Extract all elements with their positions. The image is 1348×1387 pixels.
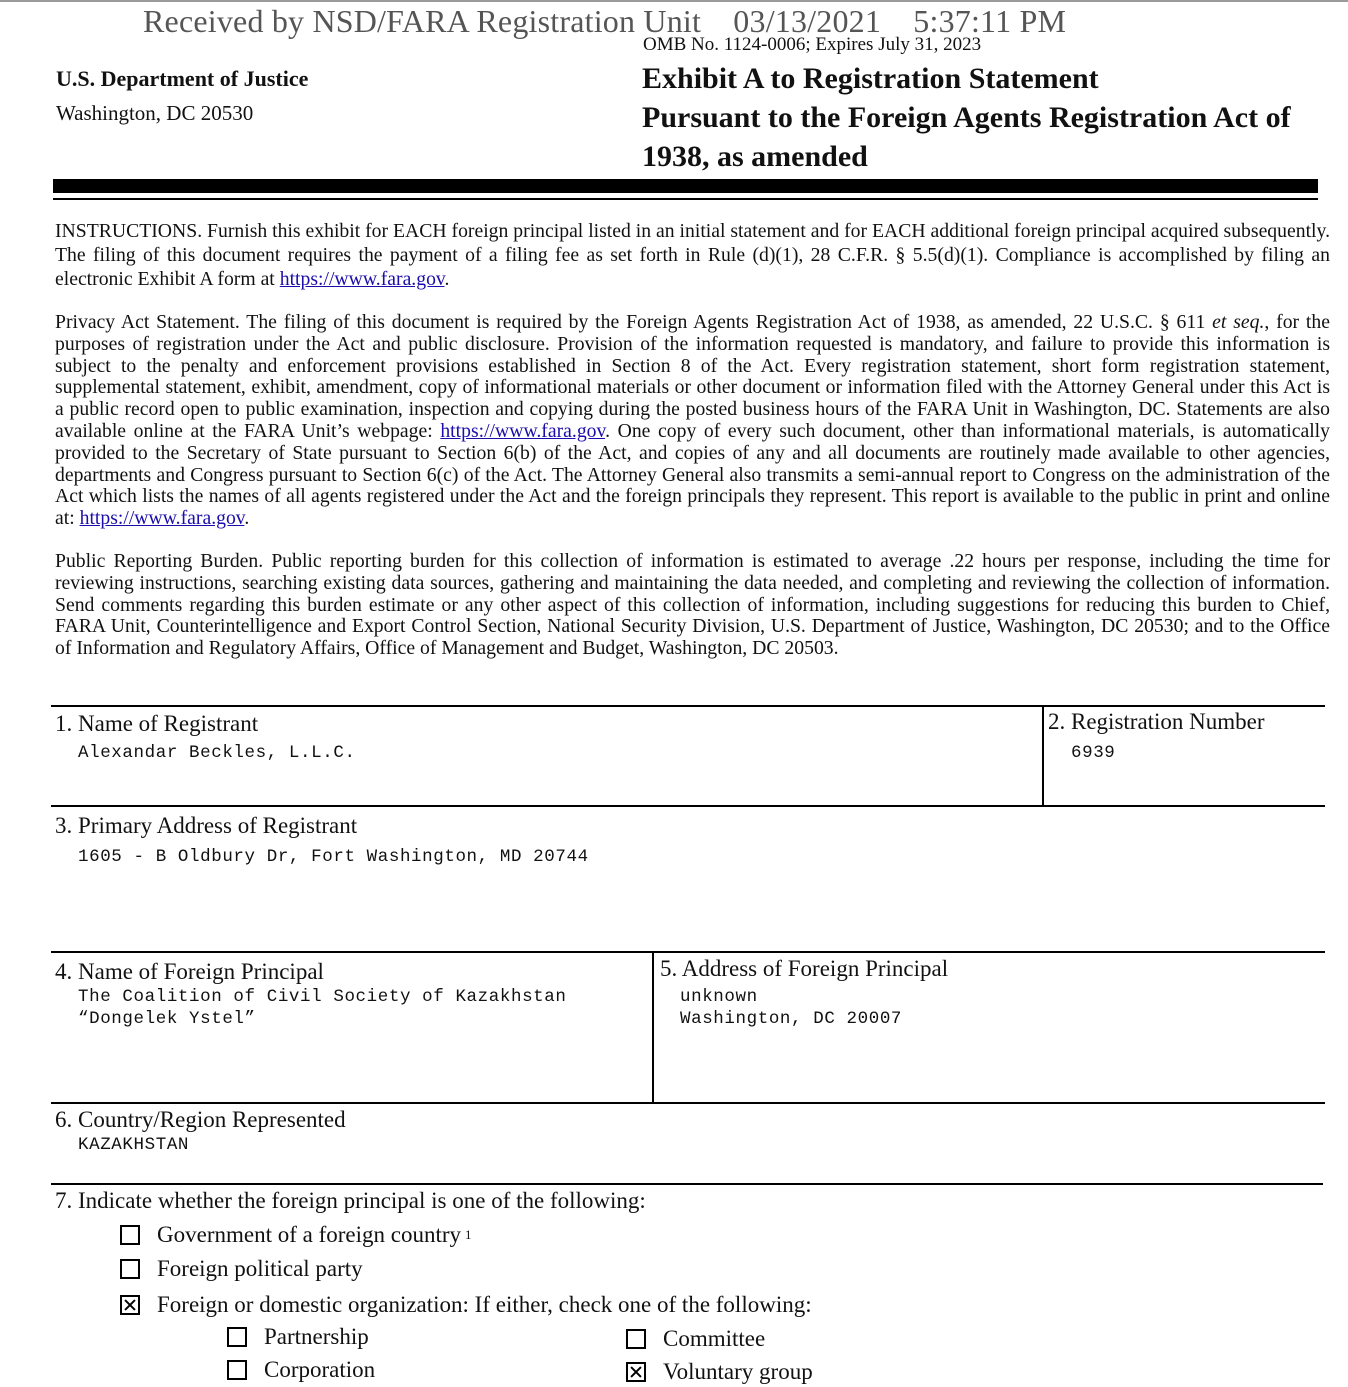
checkbox-checked[interactable] <box>626 1362 646 1382</box>
checkbox-checked[interactable] <box>120 1295 140 1315</box>
header-rule-thin <box>53 198 1318 200</box>
omb-number: OMB No. 1124-0006; Expires July 31, 2023 <box>643 34 982 55</box>
option-government[interactable] <box>120 1222 472 1248</box>
form-divider <box>652 951 654 1103</box>
foreign-principal-address-field[interactable] <box>680 986 902 1030</box>
registration-number-field[interactable]: 6939 <box>1071 743 1116 763</box>
foreign-principal-name-line-2: “Dongelek Ystel” <box>78 1009 256 1029</box>
stamp-text: Received by NSD/FARA Registration Unit <box>143 3 702 39</box>
registration-number-label: 2. Registration Number <box>1048 709 1265 734</box>
suboption-partnership[interactable] <box>227 1324 369 1350</box>
checkbox[interactable] <box>227 1360 247 1380</box>
document-title <box>642 59 1332 176</box>
fara-link[interactable]: https://www.fara.gov <box>279 268 445 290</box>
form-divider <box>1042 705 1044 807</box>
privacy-paragraph: Privacy Act Statement. The filing of this document is required by the Foreign Agents Registration Act of 1938, as amended, 22 U.S.C. § 611 et seq., for the purposes of registration under the Act and public disclosure. Provision of the information requested is mandatory, and failure to provide this information is subject to the penalty and enforcement provisions established in Section 8 of the Act. Every registration statement, short form registration statement, supplemental statement, exhibit, amendment, copy of informational materials or other document or information filed with the Attorney General under this Act is a public record open to public examination, inspection and copying during the posted business hours of the FARA Unit in Washington, DC. Statements are also available online at the FARA Unit’s webpage: https://www.fara.gov. One copy of every such document, other than informational materials, is automatically provided to the Secretary of State pursuant to Section 6(b) of the Act, and copies of any and all documents are routinely made available to other agencies, departments and Congress pursuant to Section 6(c) of the Act. The Attorney General also transmits a semi-annual report to Congress on the administration of the Act which lists the names of all agents registered under the Act and the foreign principals they represent. This report is available to the public in print and online at: https://www.fara.gov. <box>55 311 1330 530</box>
header-rule-thick <box>53 179 1318 193</box>
foreign-principal-address-line-2: Washington, DC 20007 <box>680 1009 903 1029</box>
burden-paragraph: Public Reporting Burden. Public reporting burden for this collection of information is estimated to average .22 hours per response, including the time for reviewing instructions, searching existing data sources, gathering and maintaining the data needed, and completing and reviewing the collection of information. Send comments regarding this burden estimate or any other aspect of this collection of information, including suggestions for reducing this burden to Chief, FARA Unit, Counterintelligence and Export Control Section, National Security Division, U.S. Department of Justice, Washington, DC 20530; and to the Office of Information and Regulatory Affairs, Office of Management and Budget, Washington, DC 20503. <box>55 550 1330 660</box>
fara-link[interactable]: https://www.fara.gov <box>440 419 606 442</box>
foreign-principal-address-line-1: unknown <box>680 987 758 1007</box>
title-line-3: 1938, as amended <box>642 140 868 173</box>
checkbox[interactable] <box>626 1329 646 1349</box>
option-political-party[interactable] <box>120 1256 363 1282</box>
option-label: Foreign political party <box>157 1256 363 1281</box>
option-label: Government of a foreign country <box>157 1222 462 1247</box>
foreign-principal-name-line-1: The Coalition of Civil Society of Kazakhstan <box>78 987 567 1007</box>
top-edge-line <box>0 0 1348 2</box>
form-rule <box>51 1183 1323 1185</box>
option-label: Foreign or domestic organization: If either, check one of the following: <box>157 1292 812 1317</box>
foreign-principal-name-field[interactable] <box>78 986 566 1030</box>
country-label: 6. Country/Region Represented <box>55 1107 346 1132</box>
form-rule <box>51 951 1325 953</box>
instructions-paragraph: INSTRUCTIONS. Furnish this exhibit for EACH foreign principal listed in an initial statement and for EACH additional foreign principal acquired subsequently. The filing of this document requires the payment of a filing fee as set forth in Rule (d)(1), 28 C.F.R. § 5.5(d)(1). Compliance is accomplished by filing an electronic Exhibit A form at https://www.fara.gov. <box>55 220 1330 290</box>
department-name: U.S. Department of Justice <box>56 66 309 91</box>
form-rule <box>51 805 1325 807</box>
foreign-principal-address-label: 5. Address of Foreign Principal <box>660 956 949 981</box>
suboption-voluntary-group[interactable] <box>626 1359 813 1385</box>
checkbox[interactable] <box>120 1225 140 1245</box>
option-organization[interactable] <box>120 1292 812 1318</box>
title-line-1: Exhibit A to Registration Statement <box>642 62 1099 95</box>
registrant-name-field[interactable]: Alexandar Beckles, L.L.C. <box>78 743 356 763</box>
stamp-date: 03/13/2021 <box>733 3 882 39</box>
registrant-address-label: 3. Primary Address of Registrant <box>55 813 358 838</box>
form-rule <box>51 1102 1325 1104</box>
department-address: Washington, DC 20530 <box>56 101 254 125</box>
registrant-address-field[interactable]: 1605 - B Oldbury Dr, Fort Washington, MD 20744 <box>78 847 589 867</box>
foreign-principal-name-label: 4. Name of Foreign Principal <box>55 959 324 984</box>
option-label: Corporation <box>264 1357 376 1382</box>
question-7-label: 7. Indicate whether the foreign principal is one of the following: <box>55 1188 646 1213</box>
country-field[interactable]: KAZAKHSTAN <box>78 1135 190 1155</box>
suboption-committee[interactable] <box>626 1326 765 1352</box>
registrant-name-label: 1. Name of Registrant <box>55 711 259 736</box>
option-label: Voluntary group <box>663 1359 813 1384</box>
checkbox[interactable] <box>227 1327 247 1347</box>
option-label: Committee <box>663 1326 766 1351</box>
form-rule <box>51 705 1325 707</box>
checkbox[interactable] <box>120 1259 140 1279</box>
option-label: Partnership <box>264 1324 369 1349</box>
title-line-2: Pursuant to the Foreign Agents Registration Act of <box>642 101 1291 134</box>
footnote-marker: 1 <box>465 1227 472 1242</box>
stamp-time: 5:37:11 PM <box>913 3 1067 39</box>
privacy-text: Privacy Act Statement. The filing of this document is required by the Foreign Agents Registration Act of 1938, as amended, 22 U.S.C. § 611 <box>55 311 1206 333</box>
instructions-text: INSTRUCTIONS. Furnish this exhibit for EACH foreign principal listed in an initial statement and for EACH additional foreign principal acquired subsequently. The filing of this document requires the payment of a filing fee as set forth in Rule (d)(1), 28 C.F.R. § 5.5(d)(1). Compliance is accomplished by filing an electronic Exhibit A form at <box>55 220 1330 290</box>
fara-link[interactable]: https://www.fara.gov <box>79 507 245 530</box>
suboption-corporation[interactable] <box>227 1357 375 1383</box>
